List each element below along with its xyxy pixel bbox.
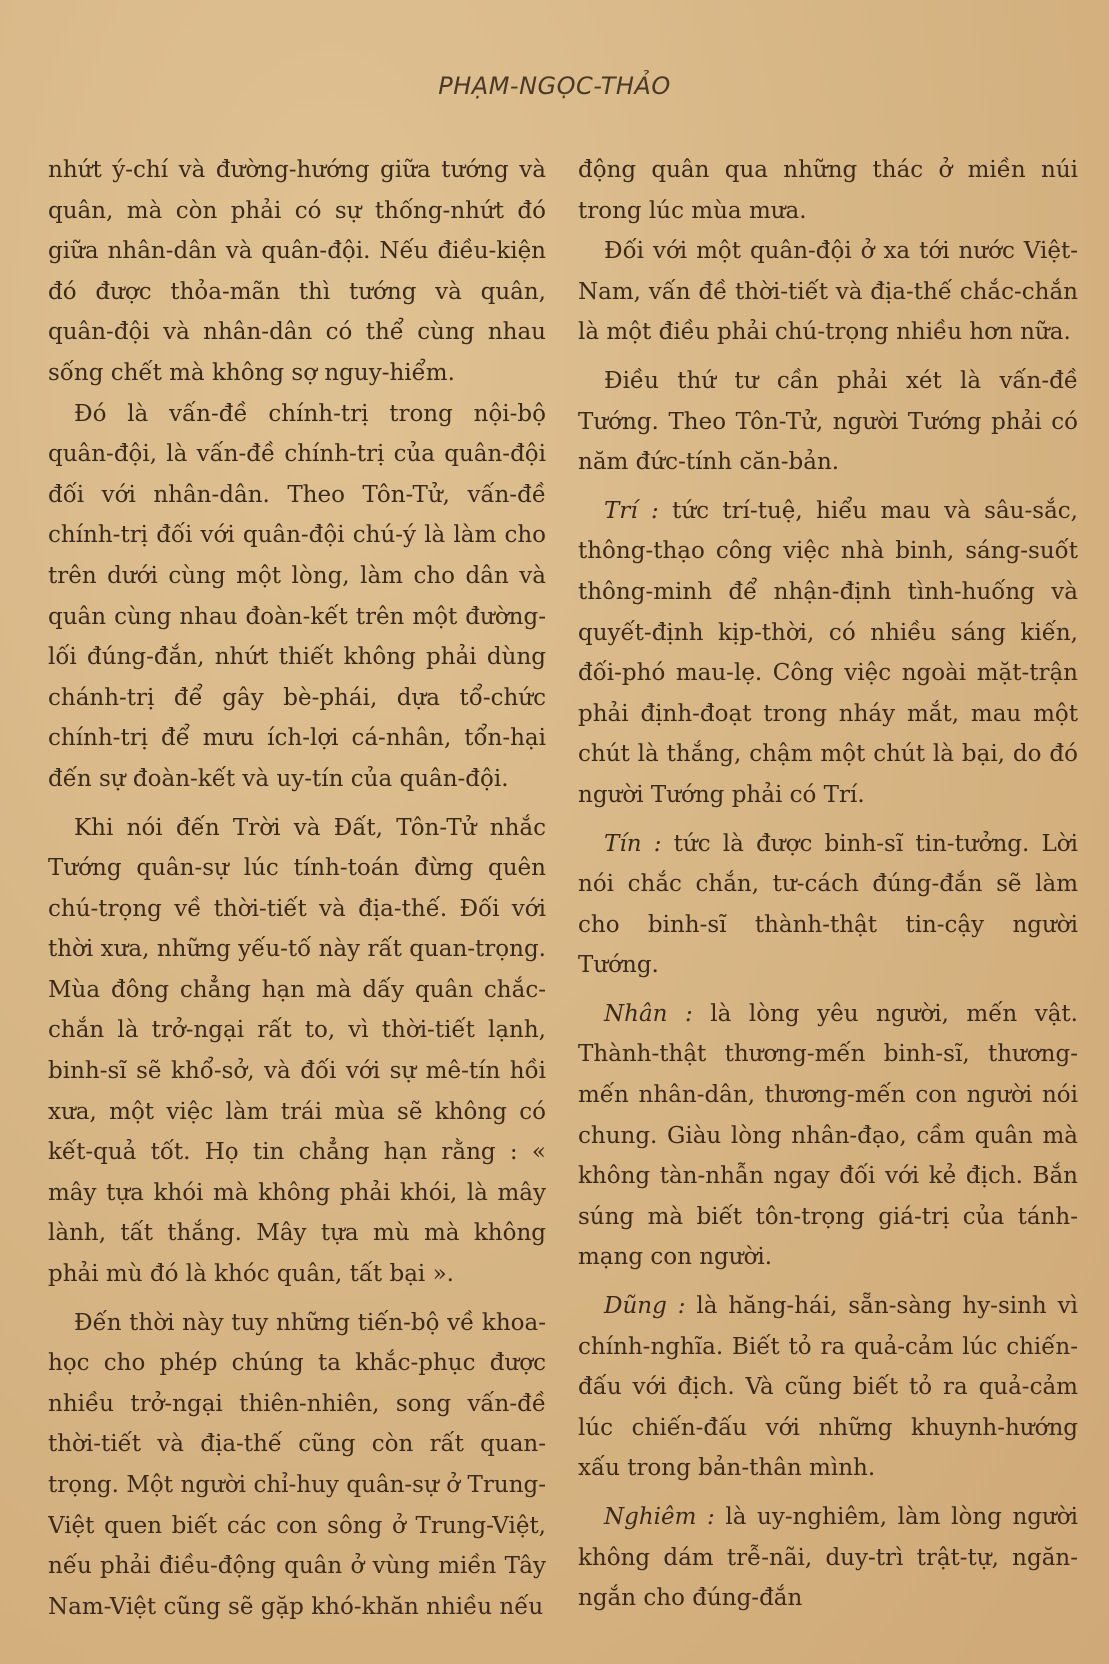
virtue-text: tức trí-tuệ, hiểu mau và sâu-sắc, thông-thạo công việc nhà binh, sáng-suốt thông-minh để nhận-định tình-huống và quyết-định kịp-thời, có nhiều sáng kiến, đối-phó mau-lẹ. Công việc ngoài mặt-trận phải định-đoạt trong nháy mắt, mau một chút là thắng, chậm một chút là bại, do đó người Tướng phải có Trí. [578,497,1078,808]
running-header: PHẠM-NGỌC-THẢO [438,72,671,100]
virtue-term: Trí : [604,497,659,524]
virtue-term: Dũng : [604,1293,686,1320]
virtue-term: Nhân : [604,1000,693,1027]
virtue-text: là uy-nghiêm, làm lòng người không dám trễ-nãi, duy-trì trật-tự, ngăn-ngắn cho đúng-đắn [578,1504,1078,1612]
paragraph: nhứt ý-chí và đường-hướng giữa tướng và quân, mà còn phải có sự thống-nhứt đó giữa nhân-dân và quân-đội. Nếu điều-kiện đó được thỏa-mãn thì tướng và quân, quân-đội và nhân-dân có thể cùng nhau sống chết mà không sợ nguy-hiểm. [48,157,546,386]
paragraph: Điều thứ tư cần phải xét là vấn-đề Tướng. Theo Tôn-Tử, người Tướng phải có năm đức-tính căn-bản. [578,367,1078,476]
virtue-term: Tín : [604,830,662,857]
virtue-paragraph-nghiem [578,1497,1078,1619]
paragraph: Đó là vấn-đề chính-trị trong nội-bộ quân-đội, là vấn-đề chính-trị của quân-đội đối với nhân-dân. Theo Tôn-Tử, vấn-đề chính-trị đối với quân-đội chú-ý là làm cho trên dưới cùng một lòng, làm cho dân và quân cùng nhau đoàn-kết trên một đường-lối đúng-đắn, nhứt thiết không phải dùng chánh-trị để gây bè-phái, dựa tổ-chức chính-trị để mưu ích-lợi cá-nhân, tổn-hại đến sự đoàn-kết và uy-tín của quân-đội. [48,400,546,792]
paragraph-continuation: động quân qua những thác ở miền núi trong lúc mùa mưa. [578,157,1078,224]
virtue-text: tức là được binh-sĩ tin-tưởng. Lời nói chắc chắn, tư-cách đúng-đắn sẽ làm cho binh-sĩ thành-thật tin-cậy người Tướng. [578,830,1078,979]
right-column [578,150,1078,1664]
paragraph: Đến thời này tuy những tiến-bộ về khoa-học cho phép chúng ta khắc-phục được nhiều trở-ngại thiên-nhiên, song vấn-đề thời-tiết và địa-thế cũng còn rất quan-trọng. Một người chỉ-huy quân-sự ở Trung-Việt quen biết các con sông ở Trung-Việt, nếu phải điều-động quân ở vùng miền Tây Nam-Việt cũng sẽ gặp khó-khăn nhiều nếu [48,1309,546,1620]
virtue-paragraph-dung [578,1286,1078,1489]
virtue-paragraph-tri [578,491,1078,816]
left-column [48,150,546,1664]
virtue-paragraph-tin [578,824,1078,986]
paragraph: Đối với một quân-đội ở xa tới nước Việt-Nam, vấn đề thời-tiết và địa-thế chắc-chắn là một điều phải chú-trọng nhiều hơn nữa. [578,238,1078,346]
virtue-text: là lòng yêu người, mến vật. Thành-thật thương-mến binh-sĩ, thương-mến nhân-dân, thương-mến con người nói chung. Giàu lòng nhân-đạo, cầm quân mà không tàn-nhẫn ngay đối với kẻ địch. Bắn súng mà biết tôn-trọng giá-trị của tánh-mạng con người. [578,1000,1078,1271]
virtue-term: Nghiêm : [604,1504,715,1530]
paragraph: Khi nói đến Trời và Đất, Tôn-Tử nhắc Tướng quân-sự lúc tính-toán đừng quên chú-trọng về thời-tiết và địa-thế. Đối với thời xưa, những yếu-tố này rất quan-trọng. Mùa đông chẳng hạn mà dấy quân chắc-chắn là trở-ngại rất to, vì thời-tiết lạnh, binh-sĩ sẽ khổ-sở, và đối với sự mê-tín hồi xưa, một việc làm trái mùa sẽ không có kết-quả tốt. Họ tin chẳng hạn rằng : « mây tựa khói mà không phải khói, là mây lành, tất thắng. Mây tựa mù mà không phải mù đó là khóc quân, tất bại ». [48,814,546,1288]
virtue-text: là hăng-hái, sẵn-sàng hy-sinh vì chính-nghĩa. Biết tỏ ra quả-cảm lúc chiến-đấu với địch. Và cũng biết tỏ ra quả-cảm lúc chiến-đấu với những khuynh-hướng xấu trong bản-thân mình. [578,1293,1078,1482]
virtue-paragraph-nhan [578,994,1078,1278]
